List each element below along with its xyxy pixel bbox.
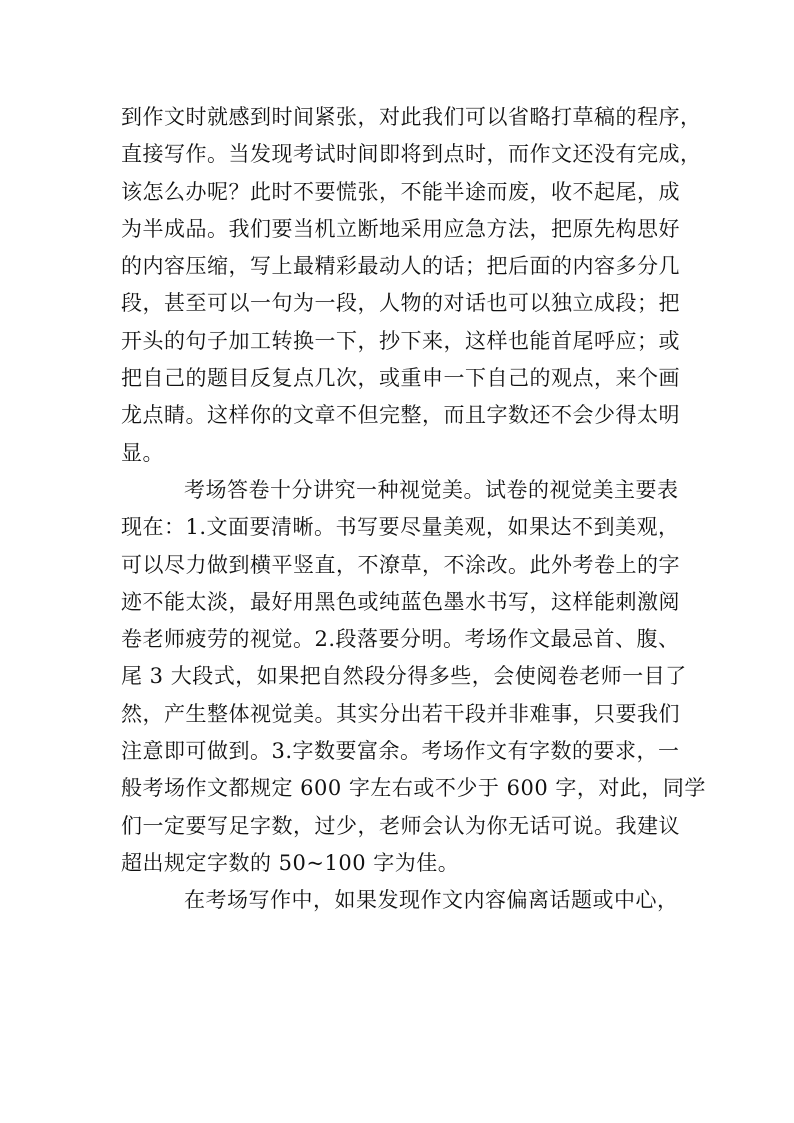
text-line: 龙点睛。这样你的文章不但完整，而且字数还不会少得太明 bbox=[121, 403, 680, 428]
text-line: 为半成品。我们要当机立断地采用应急方法，把原先构思好 bbox=[121, 216, 680, 241]
text-line: 般考场作文都规定 600 字左右或不少于 600 字，对此，同学 bbox=[121, 776, 706, 801]
text-line: 的内容压缩，写上最精彩最动人的话；把后面的内容多分几 bbox=[121, 254, 680, 279]
text-line: 该怎么办呢？此时不要慌张，不能半途而废，收不起尾，成 bbox=[121, 179, 680, 204]
text-line: 然，产生整体视觉美。其实分出若干段并非难事，只要我们 bbox=[121, 701, 680, 726]
text-line: 段，甚至可以一句为一段，人物的对话也可以独立成段；把 bbox=[121, 291, 680, 316]
text-line: 超出规定字数的 50~100 字为佳。 bbox=[121, 850, 460, 875]
text-line: 现在：1.文面要清晰。书写要尽量美观，如果达不到美观， bbox=[121, 515, 680, 540]
text-line: 到作文时就感到时间紧张，对此我们可以省略打草稿的程序， bbox=[121, 105, 702, 129]
text-line: 注意即可做到。3.字数要富余。考场作文有字数的要求，一 bbox=[121, 739, 680, 764]
text-line: 可以尽力做到横平竖直，不潦草，不涂改。此外考卷上的字 bbox=[121, 552, 680, 577]
paragraph-start-line: 在考场写作中，如果发现作文内容偏离话题或中心， bbox=[184, 888, 679, 913]
text-line: 卷老师疲劳的视觉。2.段落要分明。考场作文最忌首、腹、 bbox=[121, 627, 680, 652]
paragraph-start-line: 考场答卷十分讲究一种视觉美。试卷的视觉美主要表 bbox=[184, 477, 679, 502]
text-line: 开头的句子加工转换一下，抄下来，这样也能首尾呼应；或 bbox=[121, 328, 680, 353]
body-text bbox=[121, 99, 706, 920]
text-line: 直接写作。当发现考试时间即将到点时，而作文还没有完成， bbox=[121, 142, 702, 167]
text-line: 迹不能太淡，最好用黑色或纯蓝色墨水书写，这样能刺激阅 bbox=[121, 589, 680, 614]
text-line: 显。 bbox=[121, 440, 164, 465]
text-line: 们一定要写足字数，过少，老师会认为你无话可说。我建议 bbox=[121, 813, 680, 838]
text-line: 尾 3 大段式，如果把自然段分得多些，会使阅卷老师一目了 bbox=[121, 664, 687, 689]
text-line: 把自己的题目反复点几次，或重申一下自己的观点，来个画 bbox=[121, 366, 680, 391]
